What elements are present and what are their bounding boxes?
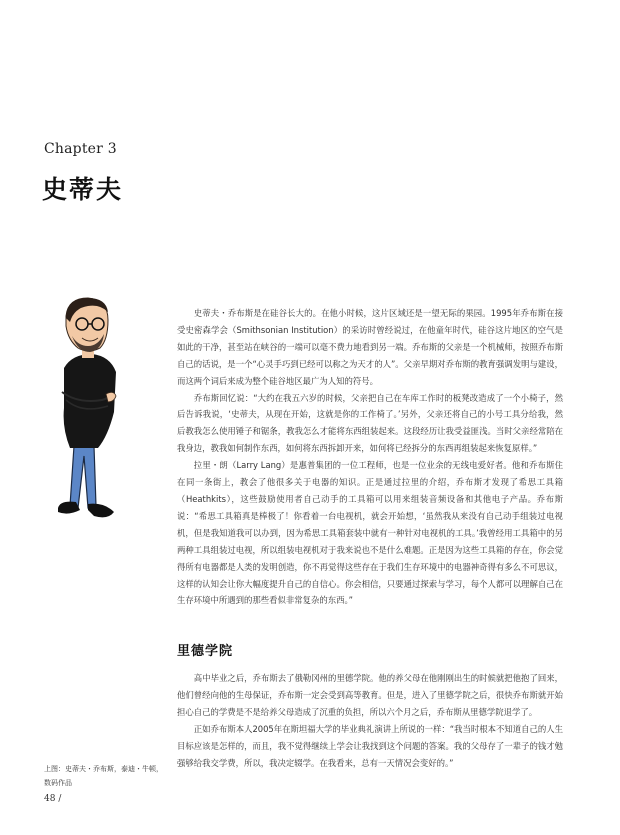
body-paragraph: 乔布斯回忆说：“大约在我五六岁的时候，父亲把自己在车库工作时的板凳改造成了一个小椅子，然后告诉我说，‘史蒂夫，从现在开始，这就是你的工作椅了。’另外，父亲还将自己的小号工具分给我，然后教我怎么使用锤子和锯条，教我怎么才能将东西组装起来。这段经历让我受益匪浅。当时父亲经常陪在我身边，教我如何制作东西，如何将东西拆卸开来，如何将已经拆分的东西再组装起来恢复原样。” (177, 392, 563, 454)
chapter-label: Chapter 3 (44, 141, 117, 157)
section-body (177, 670, 563, 771)
chapter-body (177, 305, 563, 609)
body-paragraph: 史蒂夫・乔布斯是在硅谷长大的。在他小时候，这片区域还是一望无际的果园。1995年乔布斯在接受史密森学会（Smithsonian Institution）的采访时曾经说过，在他童年时代，硅谷这片地区的空气是如此的干净，甚至站在峡谷的一端可以毫不费力地看到另一端。乔布斯的父亲是一个机械师，按照乔布斯自己的话说，是一个“心灵手巧到已经可以称之为天才的人”。父亲早期对乔布斯的教育强调发明与建设，而这两个词后来成为整个硅谷地区最广为人知的符号。 (177, 308, 563, 386)
illustration-caption: 上图：史蒂夫・乔布斯，泰迪・牛顿，数码作品 (44, 765, 163, 787)
chapter-title: 史蒂夫 (42, 175, 124, 204)
steve-jobs-illustration (48, 296, 130, 538)
section-heading: 里德学院 (177, 644, 234, 659)
body-paragraph: 拉里・朗（Larry Lang）是惠普集团的一位工程师，也是一位业余的无线电爱好者。他和乔布斯住在同一条街上，教会了他很多关于电器的知识。正是通过拉里的介绍，乔布斯才发现了希思工具箱（Heathkits），这些鼓励使用者自己动手的工具箱可以用来组装音频设备和其他电子产品。乔布斯说：“希思工具箱真是棒极了！你看着一台电视机，就会开始想，‘虽然我从来没有自己动手组装过电视机，但是我知道我可以办到，因为希思工具箱套装中就有一种针对电视机的工具。’我曾经用工具箱中的另两种工具组装过电视，所以组装电视机对于我来说也不是什么难题。正是因为这些工具箱的存在，你会觉得所有电器都是人类的发明创造，你不再觉得这些存在于我们生存环境中的电器神奇得有多么不可思议，这样的认知会让你大幅度提升自己的自信心。你会相信，只要通过探索与学习，每个人都可以理解自己在生存环境中所遇到的那些看似非常复杂的东西。” (177, 460, 563, 606)
section-paragraph: 正如乔布斯本人2005年在斯坦福大学的毕业典礼演讲上所说的一样：“我当时根本不知道自己的人生目标应该是怎样的，而且，我不觉得继续上学会让我找到这个问题的答案。我的父母存了一辈子的钱才勉强够给我交学费，所以，我决定辍学。在我看来，总有一天情况会变好的。” (177, 723, 563, 768)
section-paragraph: 高中毕业之后，乔布斯去了俄勒冈州的里德学院。他的养父母在他刚刚出生的时候就把他抱了回来，他们曾经向他的生母保证，乔布斯一定会受到高等教育。但是，进入了里德学院之后，很快乔布斯就开始担心自己的学费是不是给养父母造成了沉重的负担，所以六个月之后，乔布斯从里德学院退学了。 (177, 673, 563, 717)
page-number: 48 / (44, 794, 62, 804)
